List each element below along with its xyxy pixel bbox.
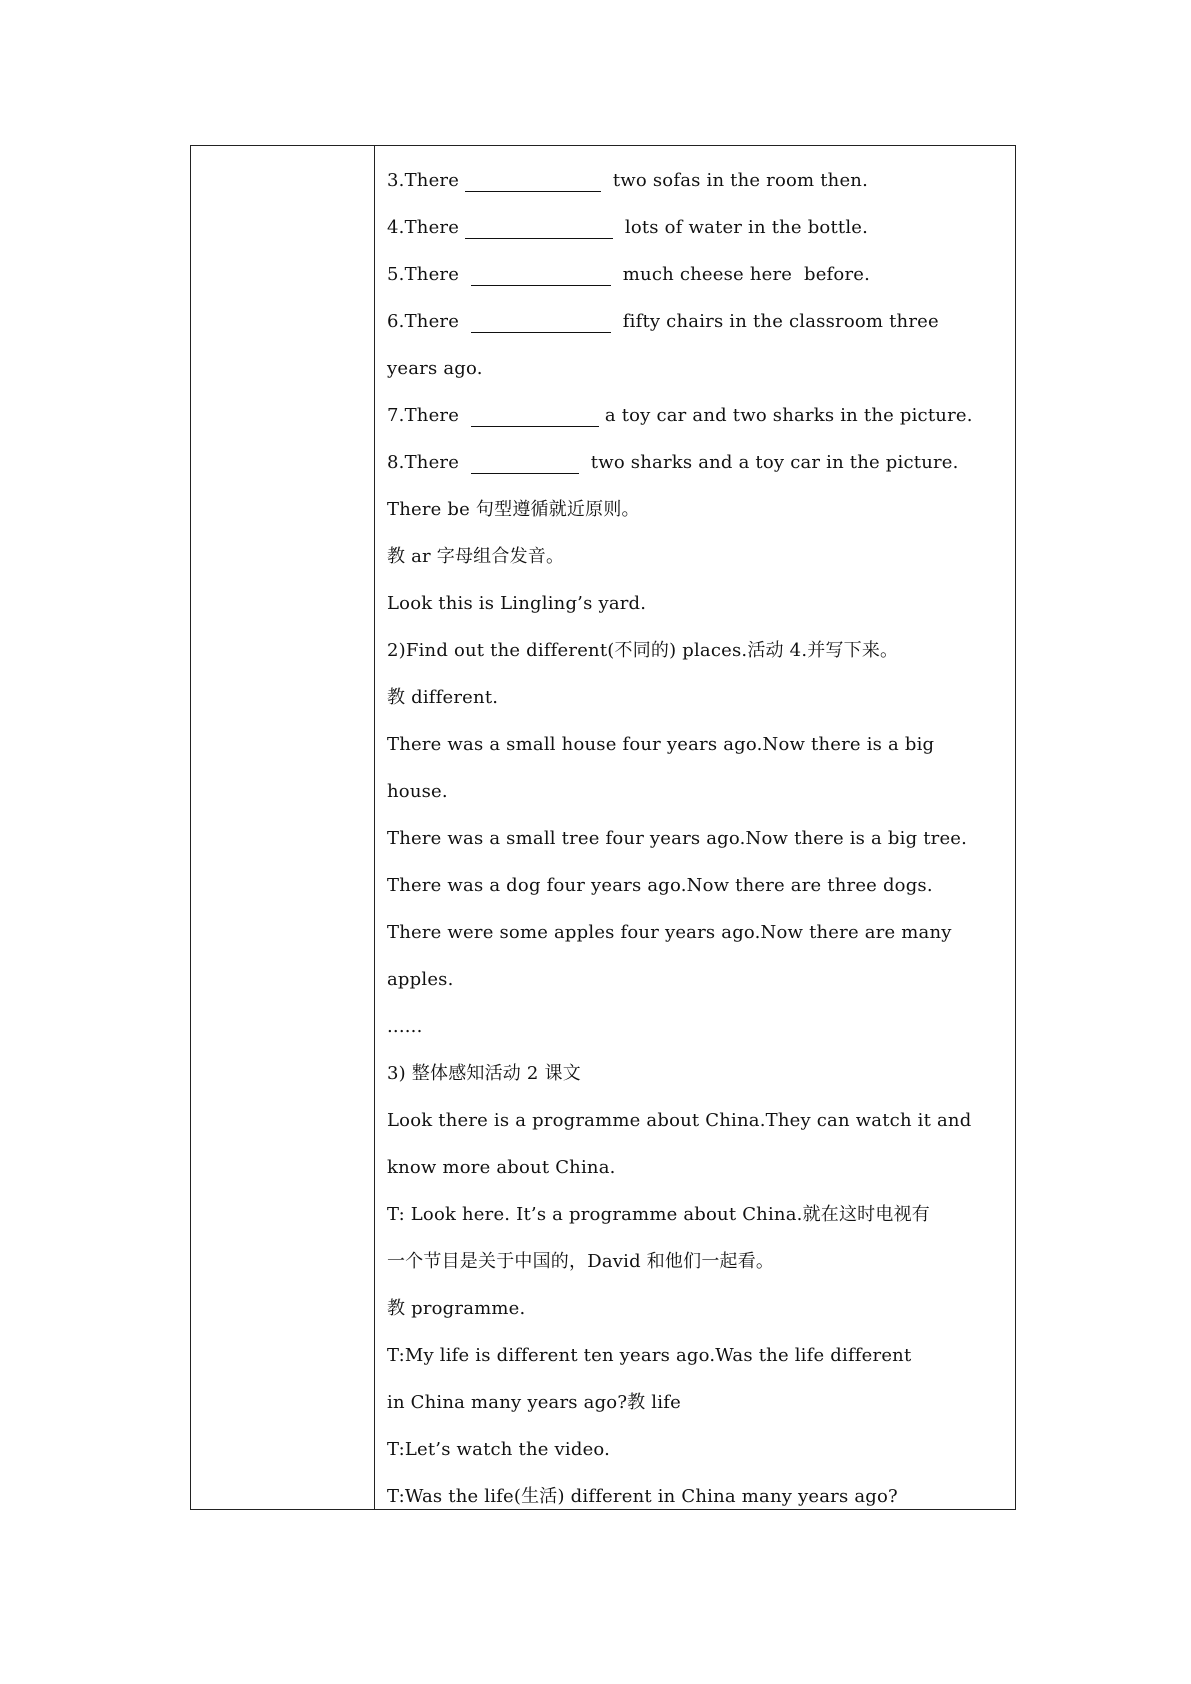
line-text: There were some apples four years ago.Now there are many: [387, 922, 952, 943]
text-line: [387, 1299, 1007, 1346]
line-text: in China many years ago?教 life: [387, 1392, 681, 1413]
text-line: [387, 1487, 1007, 1534]
fill-in-blank[interactable]: [471, 406, 599, 427]
text-line: [387, 359, 1007, 406]
fill-in-blank[interactable]: [465, 218, 613, 239]
line-text: know more about China.: [387, 1157, 616, 1178]
line-suffix: fifty chairs in the classroom three: [610, 311, 939, 332]
text-line: [387, 1393, 1007, 1440]
text-line: [387, 218, 1007, 265]
line-text: 教 different.: [387, 687, 499, 708]
text-line: [387, 876, 1007, 923]
line-text: T:Let’s watch the video.: [387, 1439, 611, 1460]
text-line: [387, 1158, 1007, 1205]
text-line: [387, 594, 1007, 641]
text-line: [387, 735, 1007, 782]
text-line: [387, 406, 1007, 453]
line-suffix: lots of water in the bottle.: [613, 217, 869, 238]
text-line: [387, 829, 1007, 876]
text-line: [387, 453, 1007, 500]
line-text: T:Was the life(生活) different in China many years ago?: [387, 1486, 898, 1507]
line-prefix: 8.There: [387, 452, 471, 473]
text-line: [387, 641, 1007, 688]
line-text: There be 句型遵循就近原则。: [387, 499, 640, 520]
line-text: ......: [387, 1016, 423, 1037]
lesson-table: [190, 145, 1016, 1510]
line-text: 一个节目是关于中国的，David 和他们一起看。: [387, 1251, 775, 1272]
text-line: [387, 782, 1007, 829]
text-line: [387, 1017, 1007, 1064]
text-line: [387, 265, 1007, 312]
line-text: T:My life is different ten years ago.Was the life different: [387, 1345, 912, 1366]
line-prefix: 3.There: [387, 170, 466, 191]
text-line: [387, 1252, 1007, 1299]
line-text: Look there is a programme about China.They can watch it and: [387, 1110, 972, 1131]
line-prefix: 5.There: [387, 264, 471, 285]
line-text: 教 programme.: [387, 1298, 526, 1319]
text-line: [387, 970, 1007, 1017]
line-text: apples.: [387, 969, 454, 990]
line-text: T: Look here. It’s a programme about China.就在这时电视有: [387, 1204, 930, 1225]
text-line: [387, 1346, 1007, 1393]
line-text: There was a dog four years ago.Now there are three dogs.: [387, 875, 933, 896]
line-suffix: a toy car and two sharks in the picture.: [598, 405, 973, 426]
lesson-text-lines: [387, 171, 1007, 1534]
text-line: [387, 547, 1007, 594]
line-text: 教 ar 字母组合发音。: [387, 546, 565, 567]
line-prefix: 6.There: [387, 311, 471, 332]
text-line: [387, 171, 1007, 218]
text-line: [387, 312, 1007, 359]
fill-in-blank[interactable]: [471, 265, 611, 286]
line-suffix: much cheese here before.: [610, 264, 871, 285]
line-text: 2)Find out the different(不同的) places.活动 4.并写下来。: [387, 640, 899, 661]
left-column-cell: [191, 146, 375, 1509]
text-line: [387, 1111, 1007, 1158]
text-line: [387, 1205, 1007, 1252]
line-suffix: two sharks and a toy car in the picture.: [578, 452, 959, 473]
text-line: [387, 1064, 1007, 1111]
line-suffix: two sofas in the room then.: [601, 170, 869, 191]
text-line: [387, 688, 1007, 735]
line-text: years ago.: [387, 358, 483, 379]
line-text: Look this is Lingling’s yard.: [387, 593, 647, 614]
line-prefix: 7.There: [387, 405, 471, 426]
line-prefix: 4.There: [387, 217, 466, 238]
fill-in-blank[interactable]: [471, 453, 579, 474]
text-line: [387, 1440, 1007, 1487]
line-text: There was a small house four years ago.Now there is a big: [387, 734, 935, 755]
right-column-cell: [375, 146, 1015, 1509]
text-line: [387, 923, 1007, 970]
line-text: 3) 整体感知活动 2 课文: [387, 1063, 581, 1084]
fill-in-blank[interactable]: [471, 312, 611, 333]
line-text: There was a small tree four years ago.Now there is a big tree.: [387, 828, 968, 849]
text-line: [387, 500, 1007, 547]
fill-in-blank[interactable]: [465, 171, 601, 192]
line-text: house.: [387, 781, 448, 802]
